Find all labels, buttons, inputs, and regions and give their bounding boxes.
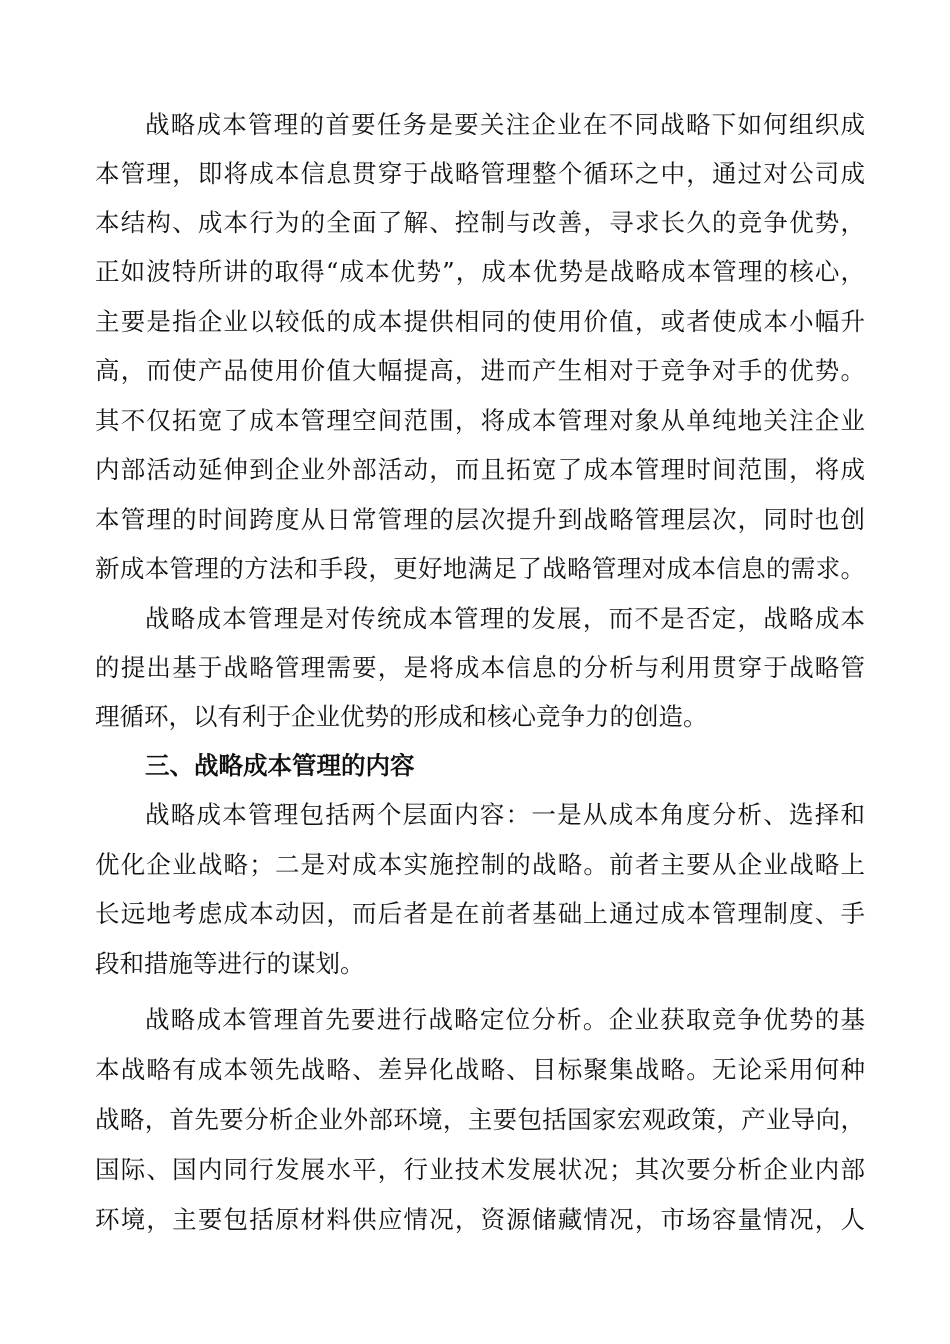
text-line: 新成本管理的方法和手段，更好地满足了战略管理对成本信息的需求。 xyxy=(95,554,865,583)
text-line: 本管理的时间跨度从日常管理的层次提升到战略管理层次，同时也创 xyxy=(95,505,865,534)
text-line: 正如波特所讲的取得“成本优势”，成本优势是战略成本管理的核心， xyxy=(95,257,865,286)
text-line: 内部活动延伸到企业外部活动，而且拓宽了成本管理时间范围，将成 xyxy=(95,455,865,484)
text-line: 战略成本管理的首要任务是要关注企业在不同战略下如何组织成 xyxy=(145,110,865,139)
text-line: 战略成本管理首先要进行战略定位分析。企业获取竞争优势的基 xyxy=(145,1005,865,1034)
text-line: 长远地考虑成本动因，而后者是在前者基础上通过成本管理制度、手 xyxy=(95,899,865,928)
text-line: 的提出基于战略管理需要，是将成本信息的分析与利用贯穿于战略管 xyxy=(95,653,865,682)
text-line: 战略成本管理包括两个层面内容：一是从成本角度分析、选择和 xyxy=(145,800,865,829)
text-line: 国际、国内同行发展水平，行业技术发展状况；其次要分析企业内部 xyxy=(95,1155,865,1184)
text-line: 段和措施等进行的谋划。 xyxy=(95,949,365,978)
text-line: 主要是指企业以较低的成本提供相同的使用价值，或者使成本小幅升 xyxy=(95,307,865,336)
text-line: 环境，主要包括原材料供应情况，资源储藏情况，市场容量情况，人 xyxy=(95,1205,865,1234)
text-line: 战略成本管理是对传统成本管理的发展，而不是否定，战略成本 xyxy=(145,604,865,633)
section-heading: 三、战略成本管理的内容 xyxy=(145,751,415,780)
text-line: 其不仅拓宽了成本管理空间范围，将成本管理对象从单纯地关注企业 xyxy=(95,406,865,435)
text-line: 优化企业战略；二是对成本实施控制的战略。前者主要从企业战略上 xyxy=(95,850,865,879)
text-line: 本管理，即将成本信息贯穿于战略管理整个循环之中，通过对公司成 xyxy=(95,159,865,188)
text-line: 本战略有成本领先战略、差异化战略、目标聚集战略。无论采用何种 xyxy=(95,1055,865,1084)
text-line: 理循环，以有利于企业优势的形成和核心竞争力的创造。 xyxy=(95,702,708,731)
text-line: 本结构、成本行为的全面了解、控制与改善，寻求长久的竞争优势， xyxy=(95,208,865,237)
text-line: 高，而使产品使用价值大幅提高，进而产生相对于竞争对手的优势。 xyxy=(95,356,865,385)
text-line: 战略，首先要分析企业外部环境，主要包括国家宏观政策，产业导向， xyxy=(95,1105,865,1134)
